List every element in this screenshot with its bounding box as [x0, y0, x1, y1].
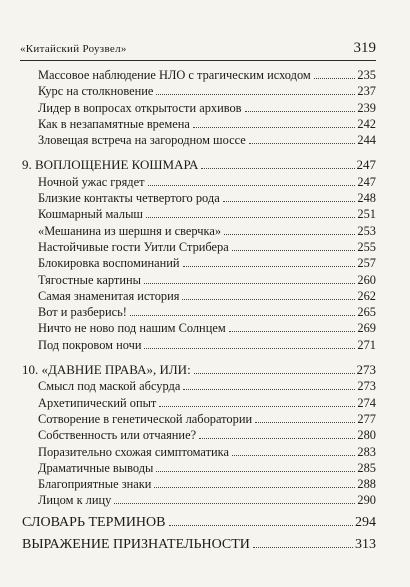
toc-entry — [22, 100, 376, 116]
toc-entry — [22, 288, 376, 304]
toc-entry — [22, 337, 376, 353]
toc-entry-page: 248 — [357, 191, 376, 206]
dot-leader — [183, 389, 355, 390]
toc-entry-title: Как в незапамятные времена — [38, 116, 190, 131]
dot-leader — [156, 471, 355, 472]
toc-glossary — [22, 515, 376, 531]
toc-entry-title: Благоприятные знаки — [38, 477, 152, 492]
toc-entry-title: «Мешанина из шершня и сверчка» — [38, 223, 222, 238]
toc-entry-title: Лицом к лицу — [38, 493, 112, 508]
toc-entry-page: 273 — [357, 379, 376, 394]
toc-entry — [22, 116, 376, 132]
spacer — [22, 353, 376, 362]
toc-entry-page: 244 — [357, 133, 376, 148]
toc-entry-title: Вот и разберись! — [38, 305, 127, 320]
dot-leader — [223, 201, 356, 202]
toc-entry — [22, 411, 376, 427]
toc-entry-title: Собственность или отчаяние? — [38, 428, 197, 443]
dot-leader — [199, 438, 355, 439]
toc-entry-page: 255 — [357, 239, 376, 254]
toc-entry-title: Драматичные выводы — [38, 460, 154, 475]
toc-entry — [22, 476, 376, 492]
header-rule — [20, 60, 376, 61]
toc-entry-page: 253 — [357, 223, 376, 238]
toc-section-title: СЛОВАРЬ ТЕРМИНОВ — [22, 514, 166, 530]
toc-entry-page: 260 — [357, 272, 376, 287]
toc-entry-page: 257 — [357, 256, 376, 271]
toc-entry-page: 242 — [357, 116, 376, 131]
toc-entry-title: Зловещая встреча на загородном шоссе — [38, 133, 246, 148]
toc-entry-page: 265 — [357, 305, 376, 320]
dot-leader — [232, 250, 356, 251]
toc-entry — [22, 272, 376, 288]
toc-entry — [22, 223, 376, 239]
toc-section-page: 294 — [355, 514, 376, 530]
toc-chapter-page: 273 — [356, 362, 376, 378]
toc-entry-title: Настойчивые гости Уитли Стрибера — [38, 239, 229, 254]
toc-entry — [22, 83, 376, 99]
toc-entry — [22, 492, 376, 508]
toc-entry-page: 283 — [357, 444, 376, 459]
toc-section-page: 313 — [355, 537, 376, 553]
toc-chapter-10 — [22, 362, 376, 378]
toc-entry-title: Архетипический опыт — [38, 395, 157, 410]
toc-section-title: ВЫРАЖЕНИЕ ПРИЗНАТЕЛЬНОСТИ — [22, 537, 250, 553]
toc-entry-title: Сотворение в генетической лаборатории — [38, 411, 253, 426]
toc-entry-page: 262 — [357, 288, 376, 303]
dot-leader — [148, 185, 356, 186]
toc-entry-page: 274 — [357, 395, 376, 410]
dot-leader — [154, 487, 355, 488]
toc-entry — [22, 378, 376, 394]
toc-entry-title: Кошмарный малыш — [38, 207, 143, 222]
toc-entry-title: Близкие контакты четвертого рода — [38, 191, 220, 206]
toc-entry — [22, 206, 376, 222]
toc-entry — [22, 174, 376, 190]
running-head: «Китайский Роузвел» — [20, 43, 127, 55]
dot-leader — [224, 234, 355, 235]
toc-entry-page: 251 — [357, 207, 376, 222]
toc-entry — [22, 132, 376, 148]
toc-entry-title: Поразительно схожая симптоматика — [38, 444, 229, 459]
dot-leader — [159, 406, 355, 407]
toc-entry-page: 280 — [357, 428, 376, 443]
toc-entry-title: Курс на столкновение — [38, 84, 154, 99]
toc-acknowledgements — [22, 537, 376, 553]
toc-entry-page: 269 — [357, 321, 376, 336]
dot-leader — [194, 373, 355, 374]
dot-leader — [144, 283, 356, 284]
dot-leader — [314, 78, 356, 79]
dot-leader — [201, 168, 354, 169]
toc-block-1 — [22, 67, 376, 148]
toc-entry-page: 237 — [357, 84, 376, 99]
dot-leader — [245, 111, 356, 112]
toc-entry-page: 290 — [357, 493, 376, 508]
dot-leader — [249, 143, 356, 144]
dot-leader — [232, 455, 355, 456]
toc-entry — [22, 427, 376, 443]
dot-leader — [114, 503, 355, 504]
toc-entry-title: Смысл под маской абсурда — [38, 379, 181, 394]
dot-leader — [130, 315, 356, 316]
toc-entry — [22, 255, 376, 271]
dot-leader — [253, 547, 353, 548]
dot-leader — [255, 422, 355, 423]
toc-entry-title: Самая знаменитая история — [38, 288, 180, 303]
toc-entry-title: Массовое наблюдение НЛО с трагическим исходом — [38, 68, 311, 82]
toc-entry-title: Ночной ужас грядет — [38, 174, 145, 189]
toc-entry — [22, 395, 376, 411]
toc-block-3 — [22, 378, 376, 508]
toc-chapter-title: 10. «ДАВНИЕ ПРАВА», ИЛИ: — [22, 362, 191, 378]
toc-entry-page: 288 — [357, 477, 376, 492]
toc-entry-title: Ничто не ново под нашим Солнцем — [38, 321, 226, 336]
page-number: 319 — [353, 40, 376, 56]
toc-entry — [22, 239, 376, 255]
toc-entry-page: 235 — [357, 68, 376, 82]
toc-entry-title: Под покровом ночи — [38, 337, 142, 352]
spacer — [22, 148, 376, 157]
toc-entry-page: 277 — [357, 411, 376, 426]
toc-chapter-page: 247 — [356, 157, 376, 173]
page-header — [20, 40, 376, 57]
dot-leader — [229, 331, 356, 332]
table-of-contents — [22, 67, 376, 553]
dot-leader — [193, 127, 356, 128]
toc-entry — [22, 320, 376, 336]
dot-leader — [182, 299, 355, 300]
toc-entry-title: Лидер в вопросах открытости архивов — [38, 100, 242, 115]
dot-leader — [144, 348, 355, 349]
dot-leader — [169, 525, 354, 526]
toc-entry-page: 285 — [357, 460, 376, 475]
toc-block-2 — [22, 174, 376, 353]
dot-leader — [156, 94, 355, 95]
toc-entry-page: 239 — [357, 100, 376, 115]
toc-entry-page: 247 — [357, 174, 376, 189]
toc-entry — [22, 444, 376, 460]
toc-entry-title: Тягостные картины — [38, 272, 141, 287]
toc-entry — [22, 460, 376, 476]
dot-leader — [183, 266, 356, 267]
toc-chapter-9 — [22, 157, 376, 173]
toc-entry — [22, 304, 376, 320]
toc-entry — [22, 190, 376, 206]
toc-entry-title: Блокировка воспоминаний — [38, 256, 180, 271]
dot-leader — [146, 217, 355, 218]
toc-entry — [22, 67, 376, 83]
toc-entry-page: 271 — [357, 337, 376, 352]
toc-chapter-title: 9. ВОПЛОЩЕНИЕ КОШМАРА — [22, 157, 199, 173]
